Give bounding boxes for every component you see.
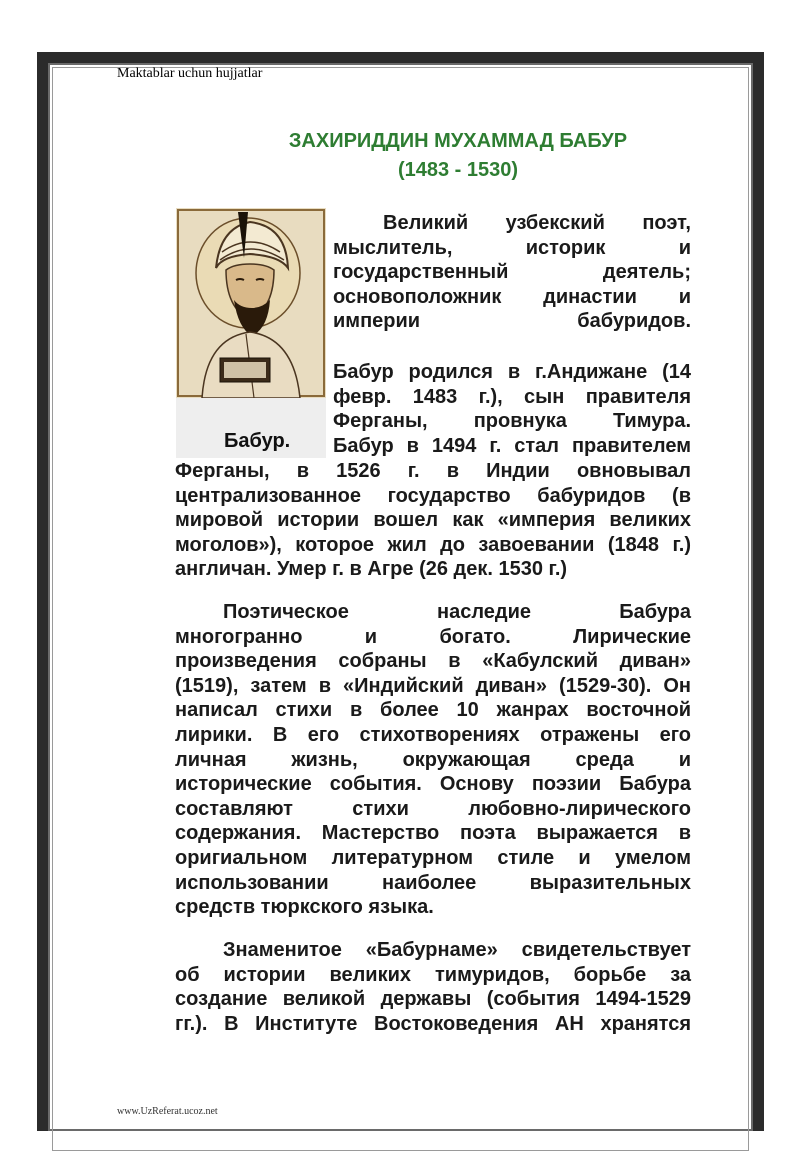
- text-line: средств тюркского языка.: [175, 896, 434, 919]
- text-line: исторические события. Основу поэзии Бабура: [175, 773, 691, 796]
- text-line: использовании наиболее выразительных: [175, 871, 691, 894]
- text-line: Ферганы, провнука Тимура.: [333, 410, 691, 433]
- paragraph-biography-continued: [175, 459, 691, 582]
- text-line: создание великой державы (события 1494-1529: [175, 988, 691, 1011]
- text-line: составляют стихи любовно-лирического: [175, 797, 691, 820]
- text-line: написал стихи в более 10 жанрах восточной: [175, 699, 691, 722]
- text-line: лирики. В его стихотворениях отражены его: [175, 723, 691, 746]
- portrait-caption: Бабур.: [224, 430, 291, 452]
- text-line: (1519), затем в «Индийский диван» (1529-30). Он: [175, 674, 691, 697]
- text-line: англичан. Умер г. в Агре (26 дек. 1530 г.): [175, 558, 568, 581]
- text-line: мыслитель, историк и: [333, 236, 691, 259]
- document-title: ЗАХИРИДДИН МУХАММАД БАБУР: [288, 130, 628, 152]
- text-line: централизованное государство бабуридов (в: [175, 484, 691, 507]
- paragraph-poetic-legacy: [175, 600, 691, 920]
- document-years: (1483 - 1530): [397, 159, 519, 181]
- text-line: произведения собраны в «Кабулский диван»: [175, 650, 691, 673]
- text-line: империи бабуридов.: [333, 310, 691, 333]
- text-line: об истории великих тимуридов, борьбе за: [175, 963, 691, 986]
- text-line: Бабур родился в г.Андижане (14: [333, 361, 691, 383]
- text-line: Бабур в 1494 г. стал правителем: [333, 434, 691, 457]
- text-line: Великий узбекский поэт,: [383, 212, 691, 234]
- portrait-image: [176, 208, 326, 398]
- paragraph-baburnama: [175, 938, 691, 1036]
- paragraph-biography: [333, 360, 691, 458]
- text-line: Знаменитое «Бабурнаме» свидетельствует: [223, 939, 691, 961]
- text-line: основоположник династии и: [333, 285, 691, 308]
- text-line: государственный деятель;: [333, 261, 691, 284]
- text-line: моголов»), которое жил до завоевании (1848 г.): [175, 533, 691, 556]
- text-line: многогранно и богато. Лирические: [175, 625, 691, 648]
- header-note: Maktablar uchun hujjatlar: [117, 66, 263, 81]
- text-line: Ферганы, в 1526 г. в Индии овновывал: [175, 460, 691, 482]
- text-line: содержания. Мастерство поэта выражается в: [175, 822, 691, 845]
- paragraph-intro: [333, 211, 691, 334]
- text-line: оригиальном литературном стиле и умелом: [175, 846, 691, 869]
- text-line: мировой истории вошел как «империя великих: [175, 509, 691, 532]
- text-line: Поэтическое наследие Бабура: [223, 601, 691, 623]
- text-line: февр. 1483 г.), сын правителя: [333, 385, 691, 408]
- text-line: гг.). В Институте Востоковедения АН хранятся: [175, 1012, 691, 1035]
- portrait-figure: [176, 208, 326, 458]
- footer-note: www.UzReferat.ucoz.net: [117, 1106, 218, 1117]
- text-line: личная жизнь, окружающая среда и: [175, 748, 691, 771]
